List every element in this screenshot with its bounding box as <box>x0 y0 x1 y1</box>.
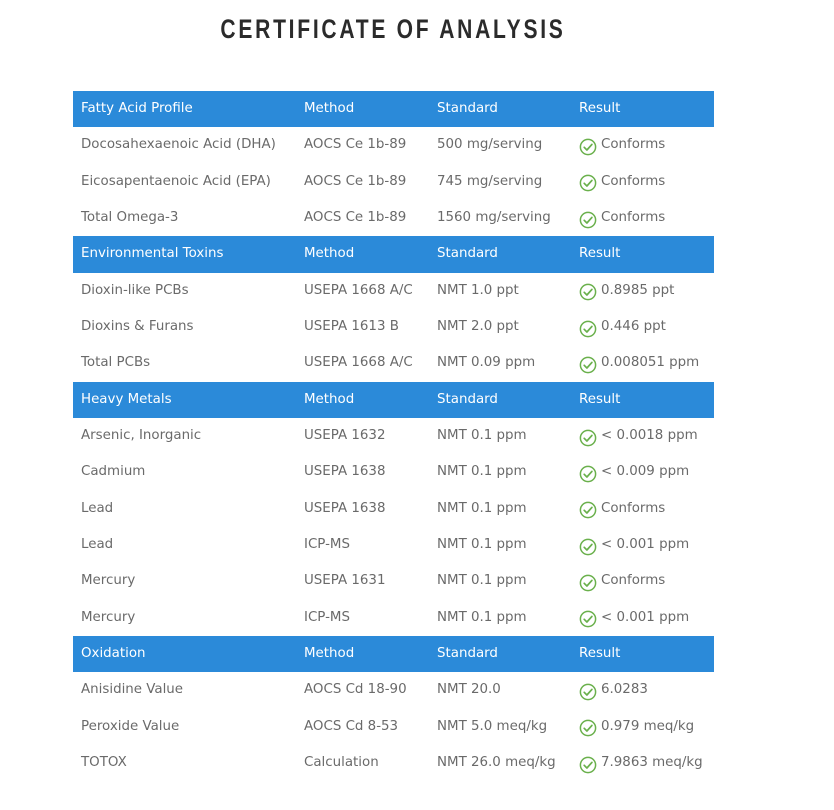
check-circle-icon <box>579 610 597 628</box>
result-value: < 0.001 ppm <box>601 609 690 625</box>
result-cell <box>579 200 665 236</box>
table-row <box>73 273 714 309</box>
table-row <box>73 345 714 381</box>
analyte-cell: Total PCBs <box>81 355 151 371</box>
analyte-cell: Mercury <box>81 609 136 625</box>
result-cell <box>579 164 665 200</box>
method-header: Method <box>304 246 355 262</box>
check-circle-icon <box>579 465 597 483</box>
result-value: Conforms <box>601 209 666 225</box>
standard-cell: NMT 0.1 ppm <box>437 500 527 516</box>
analyte-cell: Lead <box>81 536 114 552</box>
table-row <box>73 127 714 163</box>
standard-cell: NMT 0.1 ppm <box>437 536 527 552</box>
standard-cell: NMT 0.09 ppm <box>437 355 536 371</box>
page-title: CERTIFICATE OF ANALYSIS <box>220 14 566 44</box>
analyte-cell: Arsenic, Inorganic <box>81 427 202 443</box>
result-cell <box>579 345 699 381</box>
method-cell: AOCS Ce 1b-89 <box>304 173 407 189</box>
method-cell: AOCS Ce 1b-89 <box>304 209 407 225</box>
result-value: 6.0283 <box>601 682 648 698</box>
result-cell <box>579 309 666 345</box>
result-cell <box>579 563 665 599</box>
table-row <box>73 672 714 708</box>
method-cell: USEPA 1668 A/C <box>304 282 413 298</box>
analyte-cell: TOTOX <box>81 754 127 770</box>
check-circle-icon <box>579 501 597 519</box>
standard-cell: NMT 5.0 meq/kg <box>437 718 548 734</box>
check-circle-icon <box>579 211 597 229</box>
table-row <box>73 709 714 745</box>
check-circle-icon <box>579 574 597 592</box>
result-cell <box>579 527 689 563</box>
section-header-name: Fatty Acid Profile <box>81 101 193 116</box>
section-header-name: Heavy Metals <box>81 391 172 407</box>
method-cell: USEPA 1638 <box>304 500 386 516</box>
standard-cell: 1560 mg/serving <box>437 209 551 225</box>
analyte-cell: Eicosapentaenoic Acid (EPA) <box>81 173 271 189</box>
result-cell <box>579 418 698 454</box>
check-circle-icon <box>579 356 597 374</box>
method-cell: AOCS Cd 8-53 <box>304 718 399 734</box>
section-header-row <box>73 636 714 672</box>
method-cell: ICP-MS <box>304 609 350 625</box>
analyte-cell: Dioxin-like PCBs <box>81 282 189 298</box>
method-cell: Calculation <box>304 754 379 770</box>
result-value: 0.979 meq/kg <box>601 718 695 734</box>
check-circle-icon <box>579 320 597 338</box>
result-value: 0.008051 ppm <box>601 355 700 371</box>
result-cell <box>579 745 703 781</box>
result-cell <box>579 709 694 745</box>
check-circle-icon <box>579 756 597 774</box>
result-cell <box>579 600 689 636</box>
standard-cell: NMT 0.1 ppm <box>437 427 527 443</box>
result-cell <box>579 491 665 527</box>
table-row <box>73 454 714 490</box>
result-value: Conforms <box>601 500 666 516</box>
standard-cell: NMT 0.1 ppm <box>437 464 527 480</box>
standard-header: Standard <box>437 101 498 116</box>
method-cell: USEPA 1631 <box>304 573 386 589</box>
result-value: Conforms <box>601 137 666 153</box>
check-circle-icon <box>579 683 597 701</box>
result-value: Conforms <box>601 173 666 189</box>
check-circle-icon <box>579 138 597 156</box>
analyte-cell: Dioxins & Furans <box>81 318 194 334</box>
standard-cell: 745 mg/serving <box>437 173 543 189</box>
method-cell: USEPA 1632 <box>304 427 386 443</box>
result-value: < 0.0018 ppm <box>601 427 698 443</box>
result-cell <box>579 273 674 309</box>
result-header: Result <box>579 645 621 661</box>
table-row <box>73 309 714 345</box>
table-row <box>73 164 714 200</box>
section-header-name: Oxidation <box>81 645 146 661</box>
section-header-row <box>73 91 714 127</box>
standard-header: Standard <box>437 246 498 262</box>
check-circle-icon <box>579 283 597 301</box>
table-row <box>73 563 714 599</box>
standard-cell: NMT 2.0 ppt <box>437 318 519 334</box>
table-row <box>73 745 714 781</box>
analyte-cell: Total Omega-3 <box>81 209 179 225</box>
table-row <box>73 200 714 236</box>
method-cell: USEPA 1668 A/C <box>304 355 413 371</box>
result-value: < 0.001 ppm <box>601 536 690 552</box>
result-header: Result <box>579 391 621 407</box>
standard-cell: NMT 0.1 ppm <box>437 573 527 589</box>
check-circle-icon <box>579 719 597 737</box>
result-value: 7.9863 meq/kg <box>601 754 703 770</box>
result-cell <box>579 127 665 163</box>
analyte-cell: Lead <box>81 500 114 516</box>
analyte-cell: Docosahexaenoic Acid (DHA) <box>81 137 276 153</box>
standard-cell: NMT 20.0 <box>437 682 501 698</box>
standard-cell: 500 mg/serving <box>437 137 543 153</box>
standard-header: Standard <box>437 391 498 407</box>
result-value: 0.8985 ppt <box>601 282 675 298</box>
result-value: < 0.009 ppm <box>601 464 690 480</box>
check-circle-icon <box>579 429 597 447</box>
section-header-name: Environmental Toxins <box>81 246 224 262</box>
table-row <box>73 527 714 563</box>
method-cell: AOCS Cd 18-90 <box>304 682 407 698</box>
analyte-cell: Anisidine Value <box>81 682 184 698</box>
section-header-row <box>73 382 714 418</box>
analyte-cell: Peroxide Value <box>81 718 180 734</box>
method-cell: ICP-MS <box>304 536 350 552</box>
table-row <box>73 418 714 454</box>
standard-cell: NMT 26.0 meq/kg <box>437 754 556 770</box>
method-cell: USEPA 1638 <box>304 464 386 480</box>
method-header: Method <box>304 391 355 407</box>
analysis-table <box>73 91 714 781</box>
standard-cell: NMT 0.1 ppm <box>437 609 527 625</box>
result-header: Result <box>579 101 621 116</box>
result-cell <box>579 672 648 708</box>
method-header: Method <box>304 645 355 661</box>
check-circle-icon <box>579 174 597 192</box>
result-value: Conforms <box>601 573 666 589</box>
result-cell <box>579 454 689 490</box>
table-row <box>73 491 714 527</box>
method-header: Method <box>304 101 355 116</box>
table-row <box>73 600 714 636</box>
result-header: Result <box>579 246 621 262</box>
check-circle-icon <box>579 538 597 556</box>
standard-cell: NMT 1.0 ppt <box>437 282 519 298</box>
method-cell: AOCS Ce 1b-89 <box>304 137 407 153</box>
standard-header: Standard <box>437 645 498 661</box>
section-header-row <box>73 236 714 272</box>
analyte-cell: Cadmium <box>81 464 146 480</box>
result-value: 0.446 ppt <box>601 318 666 334</box>
analyte-cell: Mercury <box>81 573 136 589</box>
method-cell: USEPA 1613 B <box>304 318 399 334</box>
